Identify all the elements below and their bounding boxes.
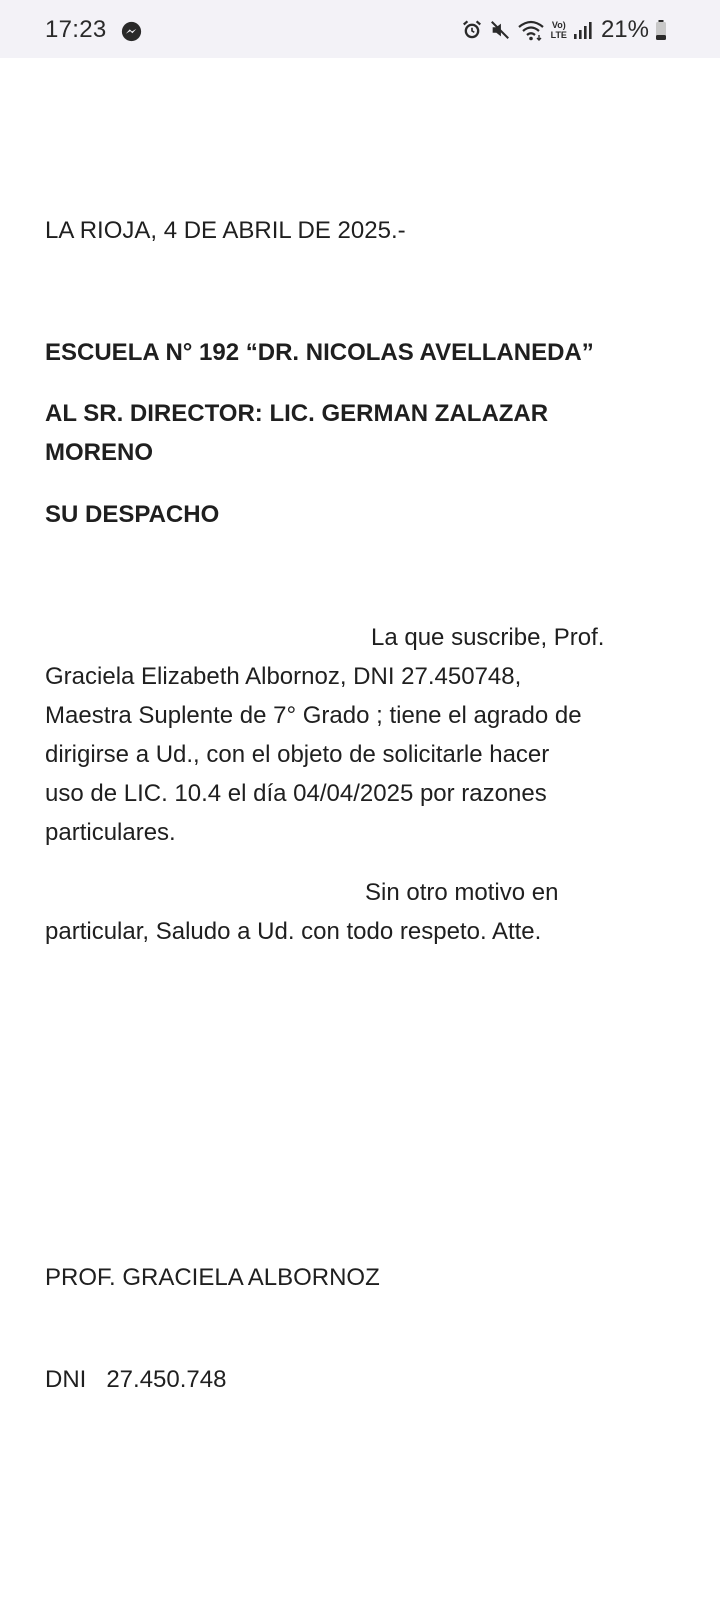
signature-name: PROF. GRACIELA ALBORNOZ [45,1264,380,1291]
signal-icon [573,20,593,40]
volte-top-label: Vo) [551,20,566,30]
addressee-line-2: MORENO [45,439,153,466]
battery-icon [655,19,667,41]
body-paragraph-1-line: uso de LIC. 10.4 el día 04/04/2025 por razones [45,780,547,807]
messenger-icon [121,21,142,42]
signature-dni: DNI 27.450.748 [45,1366,227,1393]
body-paragraph-1-line: particulares. [45,819,176,846]
body-paragraph-2-line: particular, Saludo a Ud. con todo respeto. Atte. [45,918,542,945]
body-paragraph-1-line: Maestra Suplente de 7° Grado ; tiene el agrado de [45,702,582,729]
status-bar [0,0,720,58]
mute-icon [489,19,511,41]
alarm-icon [461,19,483,41]
body-paragraph-2-line: Sin otro motivo en [365,879,559,906]
body-paragraph-1-line: dirigirse a Ud., con el objeto de solicitarle hacer [45,741,550,768]
date-line: LA RIOJA, 4 DE ABRIL DE 2025.- [45,217,406,244]
status-time: 17:23 [45,16,107,43]
status-icons [461,16,667,44]
su-despacho: SU DESPACHO [45,501,220,528]
volte-bottom-label: LTE [550,30,567,40]
volte-icon [551,20,567,40]
battery-percent: 21% [600,16,649,43]
body-paragraph-1-line: Graciela Elizabeth Albornoz, DNI 27.450748, [45,663,522,690]
addressee-line-1: AL SR. DIRECTOR: LIC. GERMAN ZALAZAR [45,400,549,427]
school-name: ESCUELA N° 192 “DR. NICOLAS AVELLANEDA” [45,339,594,366]
body-paragraph-1-line: La que suscribe, Prof. [371,624,605,651]
wifi-icon [517,19,545,41]
